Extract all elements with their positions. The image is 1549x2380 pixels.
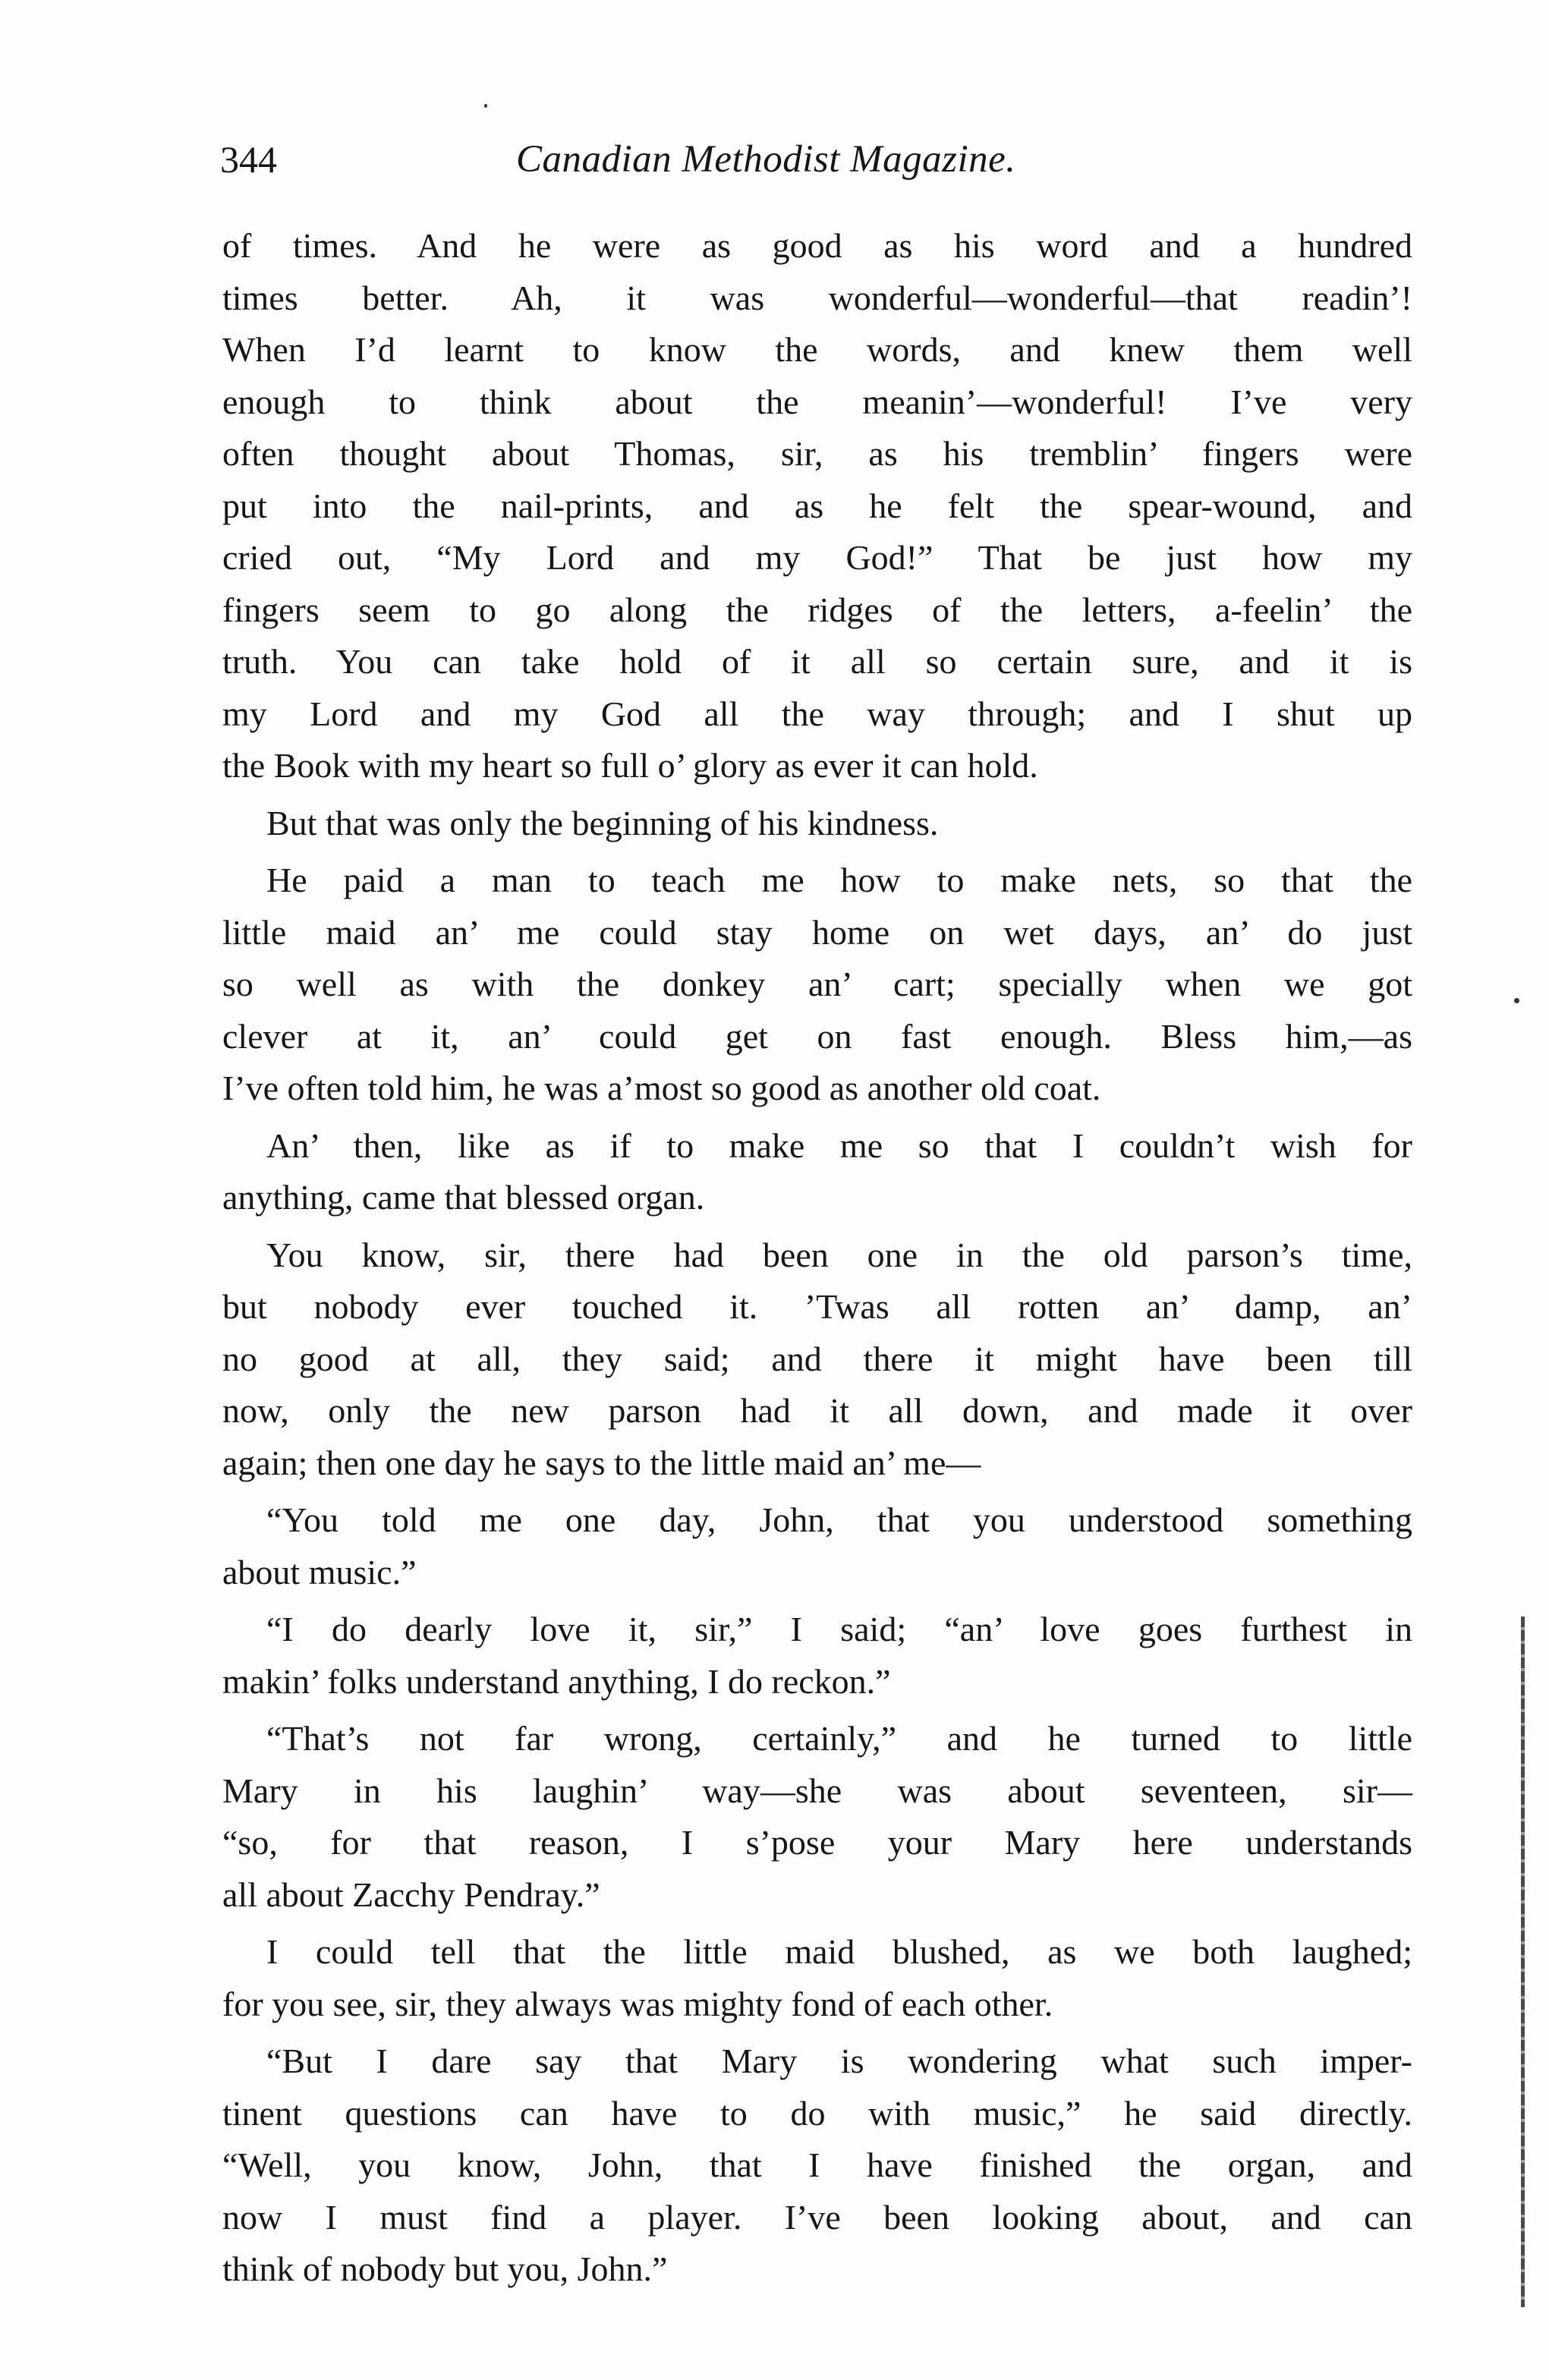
print-speck — [1514, 998, 1519, 1003]
text-line: But that was only the beginning of his kindness. — [266, 803, 939, 842]
text-line: think of nobody but you, John.” — [222, 2249, 668, 2288]
print-speck — [484, 104, 487, 108]
text-line: about music.” — [222, 1552, 417, 1591]
text-line: truth. You can take hold of it all so certain sure, and it is — [222, 642, 1412, 681]
paragraph — [222, 855, 1412, 1115]
text-line: He paid a man to teach me how to make nets, so that the — [266, 861, 1412, 899]
text-line: little maid an’ me could stay home on wet days, an’ do just — [222, 912, 1412, 952]
text-line: no good at all, they said; and there it might have been till — [222, 1339, 1412, 1378]
text-line: An’ then, like as if to make me so that I couldn’t wish for — [266, 1125, 1412, 1165]
paragraph — [222, 1120, 1412, 1224]
paragraph — [222, 1926, 1412, 2030]
text-line: “Well, you know, John, that I have finished the organ, and — [222, 2145, 1412, 2184]
text-line: I’ve often told him, he was a’most so good as another old coat. — [222, 1069, 1101, 1107]
paragraph — [222, 1713, 1412, 1921]
text-line: times better. Ah, it was wonderful—wonderful—that readin’! — [222, 278, 1412, 317]
text-line: fingers seem to go along the ridges of the letters, a-feelin’ the — [222, 590, 1412, 629]
text-line: again; then one day he says to the little maid an’ me— — [222, 1443, 981, 1482]
running-head — [220, 137, 1419, 197]
text-line: so well as with the donkey an’ cart; specially when we got — [222, 965, 1412, 1003]
paragraph — [222, 798, 1412, 850]
text-line: but nobody ever touched it. ’Twas all rotten an’ damp, an’ — [222, 1287, 1412, 1326]
body-text — [222, 220, 1412, 2301]
text-line: now, only the new parson had it all down, and made it over — [222, 1391, 1412, 1430]
binding-edge-mark — [1521, 1617, 1525, 2307]
text-line: anything, came that blessed organ. — [222, 1178, 705, 1217]
running-title: Canadian Methodist Magazine. — [516, 138, 1016, 181]
text-line: of times. And he were as good as his word and a hundred — [222, 226, 1412, 265]
text-line: put into the nail-prints, and as he felt the spear-wound, and — [222, 486, 1412, 525]
text-line: “I do dearly love it, sir,” I said; “an’ love goes furthest in — [266, 1610, 1412, 1648]
text-line: “You told me one day, John, that you understood something — [266, 1500, 1412, 1539]
text-line: You know, sir, there had been one in the old parson’s time, — [266, 1235, 1412, 1274]
text-line: “But I dare say that Mary is wondering what such imper- — [266, 2042, 1412, 2080]
page-number: 344 — [220, 138, 277, 181]
text-line: tinent questions can have to do with music,” he said directly. — [222, 2093, 1412, 2133]
text-line: all about Zacchy Pendray.” — [222, 1875, 600, 1914]
text-line: cried out, “My Lord and my God!” That be just how my — [222, 538, 1412, 577]
text-line: clever at it, an’ could get on fast enough. Bless him,—as — [222, 1016, 1412, 1056]
paragraph — [222, 1604, 1412, 1708]
text-line: Mary in his laughin’ way—she was about seventeen, sir— — [222, 1771, 1412, 1810]
text-line: enough to think about the meanin’—wonderful! I’ve very — [222, 382, 1412, 421]
text-line: the Book with my heart so full o’ glory as ever it can hold. — [222, 746, 1038, 785]
text-line: my Lord and my God all the way through; and I shut up — [222, 694, 1412, 733]
text-line: for you see, sir, they always was mighty fond of each other. — [222, 1984, 1053, 2023]
text-line: often thought about Thomas, sir, as his tremblin’ fingers were — [222, 434, 1412, 473]
text-line: makin’ folks understand anything, I do reckon.” — [222, 1661, 891, 1701]
paragraph — [222, 2035, 1412, 2296]
text-line: now I must find a player. I’ve been looking about, and can — [222, 2197, 1412, 2237]
text-line: When I’d learnt to know the words, and knew them well — [222, 330, 1412, 369]
paragraph — [222, 220, 1412, 792]
text-line: I could tell that the little maid blushed, as we both laughed; — [266, 1932, 1412, 1971]
paragraph — [222, 1494, 1412, 1598]
text-line: “That’s not far wrong, certainly,” and he turned to little — [266, 1719, 1412, 1758]
paragraph — [222, 1229, 1412, 1490]
text-line: “so, for that reason, I s’pose your Mary here understands — [222, 1823, 1412, 1862]
